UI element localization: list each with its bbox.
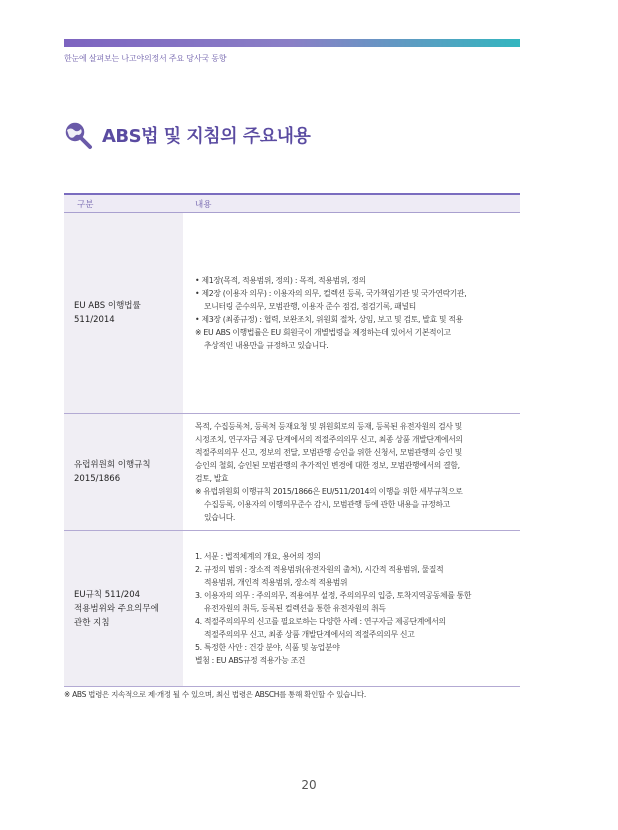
row-label	[64, 414, 184, 530]
content-line: 검토, 발효	[195, 474, 229, 483]
globe-search-icon	[62, 119, 94, 151]
content-line: 있습니다.	[204, 513, 236, 522]
row-content	[184, 213, 520, 413]
table-row	[64, 531, 520, 687]
row-label	[64, 531, 184, 686]
column-header-content: 내용	[195, 199, 212, 210]
content-line: 별첨 : EU ABS규정 적용가능 조건	[195, 656, 306, 665]
row-label-line: 2015/1866	[74, 474, 121, 484]
content-line: 유전자원의 취득, 등록된 컬렉션을 통한 유전자원의 취득	[204, 604, 386, 613]
row-content	[184, 531, 520, 686]
content-line: 2. 규정의 범위 : 장소적 적용범위(유전자원의 출처), 시간적 적용범위, 물질적	[195, 565, 444, 574]
page-number: 20	[301, 778, 317, 792]
content-line: • 제1장(목적, 적용범위, 정의) : 목적, 적용범위, 정의	[195, 276, 366, 285]
content-line: 적용범위, 개인적 적용범위, 장소적 적용범위	[204, 578, 348, 587]
content-line: 모니터링 준수의무, 모범관행, 이용자 준수 점검, 점검기록, 패널티	[204, 302, 416, 311]
row-label-line: 511/2014	[74, 315, 115, 325]
row-label-line: 관한 지침	[74, 617, 110, 628]
content-line: 시정조치, 연구자금 제공 단계에서의 적절주의의무 신고, 최종 상품 개발단계에서의	[195, 435, 463, 444]
content-line: 1. 서문 : 법적체계의 개요, 용어의 정의	[195, 552, 321, 561]
table-header	[64, 195, 520, 213]
content-line: • 제3장 (최종규정) : 협력, 보완조치, 위원회 절차, 상임, 보고 및 검토, 발효 및 적용	[195, 315, 463, 324]
content-line: • 제2장 (이용자 의무) : 이용자의 의무, 컬렉션 등록, 국가책임기관 및 국가연락기관,	[195, 289, 467, 298]
content-line: ※ EU ABS 이행법률은 EU 회원국이 개별법령을 제정하는데 있어서 기본적이고	[195, 328, 451, 337]
content-line: 목적, 수집등록처, 등록처 등재요청 및 위원회로의 등재, 등록된 유전자원의 검사 및	[195, 422, 462, 431]
section-title: ABS법 및 지침의 주요내용	[102, 126, 311, 147]
content-line: 4. 적절주의의무의 신고를 필요로하는 다양한 사례 : 연구자금 제공단계에서의	[195, 617, 446, 626]
content-line: 승인의 철회, 승인된 모범관행의 추가적인 변경에 대한 정보, 모범관행에서의 결함,	[195, 461, 460, 470]
content-line: ※ 유럽위원회 이행규칙 2015/1866은 EU/511/2014의 이행을 위한 세부규칙으로	[195, 487, 463, 496]
abs-law-table	[64, 193, 520, 687]
table-row	[64, 213, 520, 414]
content-line: 5. 특정한 사안 : 건강 분야, 식품 및 농업분야	[195, 643, 340, 652]
content-line: 수집등록, 이용자의 이행의무준수 감시, 모범관행 등에 관한 내용을 규정하고	[204, 500, 450, 509]
content-line: 추상적인 내용만을 규정하고 있습니다.	[204, 341, 329, 350]
row-label-line: 적용범위와 주요의무에	[74, 603, 159, 614]
row-label-line: EU규칙 511/204	[74, 589, 141, 600]
header-color-bar	[64, 39, 520, 47]
content-line: 적절주의의무 신고, 정보의 전달, 모범관행 승인을 위한 신청서, 모범관행의 승인 및	[195, 448, 462, 457]
content-line: 적절주의의무 신고, 최종 상품 개발단계에서의 적절주의의무 신고	[204, 630, 415, 639]
row-content	[184, 414, 520, 530]
row-label-line: 유럽위원회 이행규칙	[74, 460, 151, 470]
table-row	[64, 414, 520, 531]
section-heading	[62, 118, 310, 152]
running-header: 한눈에 살펴보는 나고야의정서 주요 당사국 동향	[64, 54, 227, 63]
footnote: ※ ABS 법령은 지속적으로 제·개정 될 수 있으며, 최신 법령은 ABSCH를 통해 확인할 수 있습니다.	[64, 690, 366, 699]
content-line: 3. 이용자의 의무 : 주의의무, 적용여부 설정, 주의의무의 입증, 토착지역공동체를 통한	[195, 591, 472, 600]
column-header-category: 구분	[77, 199, 94, 210]
row-label	[64, 213, 184, 413]
row-label-line: EU ABS 이행법률	[74, 301, 141, 311]
